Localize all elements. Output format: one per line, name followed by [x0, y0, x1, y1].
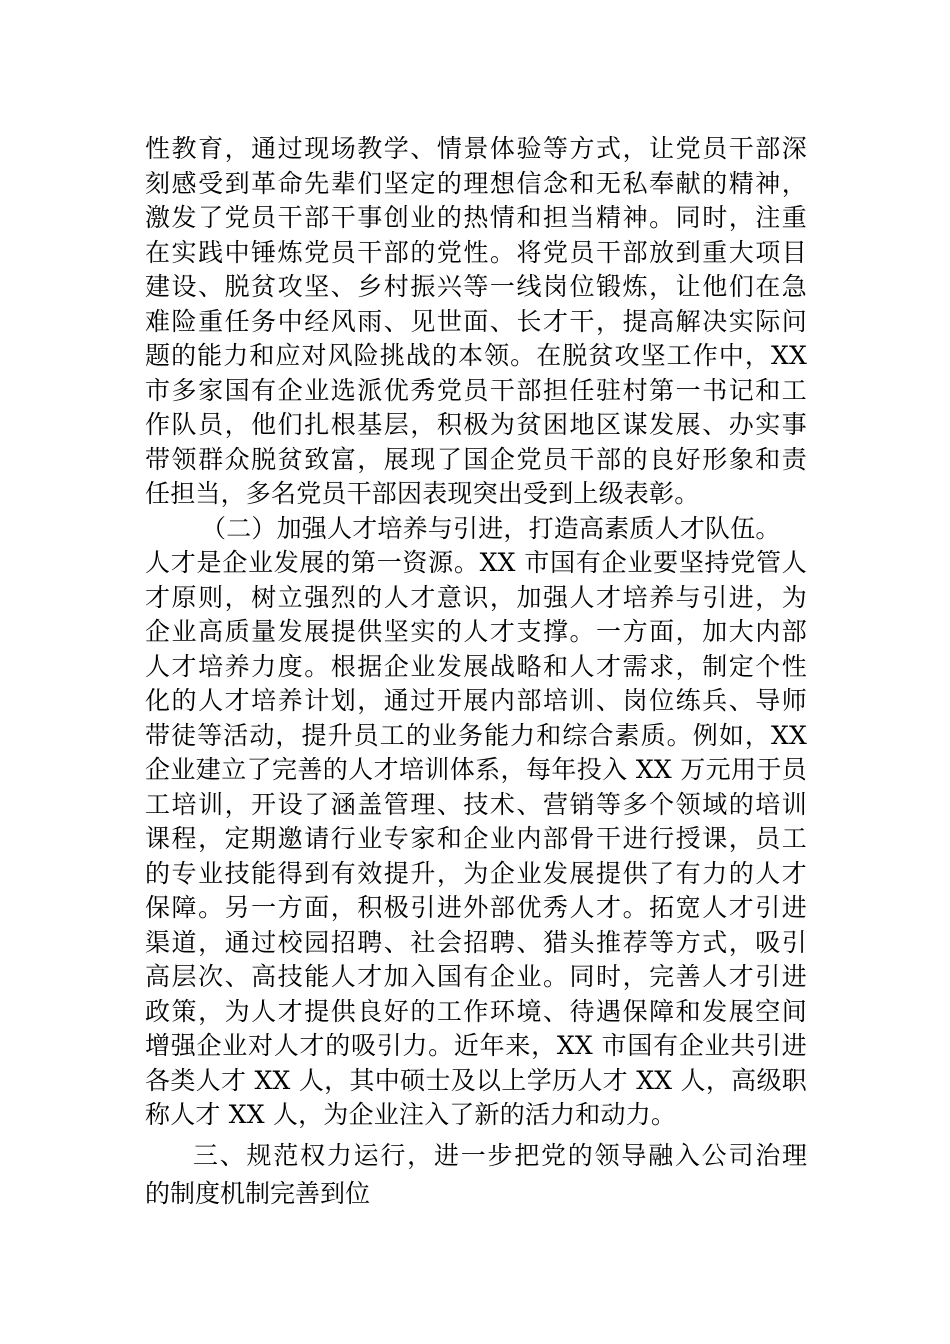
section-heading-line: 的制度机制完善到位: [145, 1178, 371, 1208]
text-line: 难险重任务中经风雨、见世面、长才干，提高解决实际问: [145, 306, 807, 336]
text-line: 高层次、高技能人才加入国有企业。同时，完善人才引进: [145, 962, 807, 991]
text-line: 增强企业对人才的吸引力。近年来，XX 市国有企业共引进: [145, 1031, 807, 1060]
text-line: 称人才 XX 人，为企业注入了新的活力和动力。: [145, 1100, 677, 1129]
text-line: 工培训，开设了涵盖管理、技术、营销等多个领域的培训: [145, 789, 807, 819]
text-line: 人才是企业发展的第一资源。XX 市国有企业要坚持党管人: [145, 548, 807, 577]
text-line: 带徒等活动，提升员工的业务能力和综合素质。例如，XX: [145, 720, 807, 750]
text-line: 题的能力和应对风险挑战的本领。在脱贫攻坚工作中，XX: [145, 341, 807, 370]
text-line: 渠道，通过校园招聘、社会招聘、猎头推荐等方式，吸引: [145, 927, 807, 957]
text-line: 化的人才培养计划，通过开展内部培训、岗位练兵、导师: [145, 686, 807, 715]
text-line: 保障。另一方面，积极引进外部优秀人才。拓宽人才引进: [145, 893, 807, 922]
text-line: 刻感受到革命先辈们坚定的理想信念和无私奉献的精神，: [145, 168, 807, 198]
subsection-title: （二）加强人才培养与引进，打造高素质人才队伍。: [201, 513, 781, 543]
text-line: 各类人才 XX 人，其中硕士及以上学历人才 XX 人，高级职: [145, 1065, 807, 1095]
paragraph-party-spirit: [145, 132, 807, 512]
text-line: 人才培养力度。根据企业发展战略和人才需求，制定个性: [145, 651, 807, 681]
text-line: 才原则，树立强烈的人才意识，加强人才培养与引进，为: [145, 582, 807, 612]
text-line: 课程，定期邀请行业专家和企业内部骨干进行授课，员工: [145, 824, 807, 853]
text-line: 建设、脱贫攻坚、乡村振兴等一线岗位锻炼，让他们在急: [145, 272, 807, 301]
text-line: 的专业技能得到有效提升，为企业发展提供了有力的人才: [145, 858, 807, 888]
text-line: 性教育，通过现场教学、情景体验等方式，让党员干部深: [145, 134, 807, 163]
section-heading: [145, 1137, 807, 1213]
document-body: [145, 132, 807, 1213]
text-line: 在实践中锤炼党员干部的党性。将党员干部放到重大项目: [145, 237, 807, 267]
paragraph-talent-training: [145, 512, 807, 1133]
section-heading-line: 三、规范权力运行，进一步把党的领导融入公司治理: [193, 1140, 807, 1170]
text-line: 企业建立了完善的人才培训体系，每年投入 XX 万元用于员: [145, 755, 807, 784]
text-line: 市多家国有企业选派优秀党员干部担任驻村第一书记和工: [145, 375, 807, 405]
text-line: 带领群众脱贫致富，展现了国企党员干部的良好形象和责: [145, 444, 807, 474]
text-line: 政策，为人才提供良好的工作环境、待遇保障和发展空间: [145, 996, 807, 1026]
text-line: 企业高质量发展提供坚实的人才支撑。一方面，加大内部: [145, 617, 807, 646]
text-line: 作队员，他们扎根基层，积极为贫困地区谋发展、办实事: [145, 410, 807, 439]
text-line: 任担当，多名党员干部因表现突出受到上级表彰。: [145, 479, 700, 508]
text-line: 激发了党员干部干事创业的热情和担当精神。同时，注重: [145, 203, 807, 232]
